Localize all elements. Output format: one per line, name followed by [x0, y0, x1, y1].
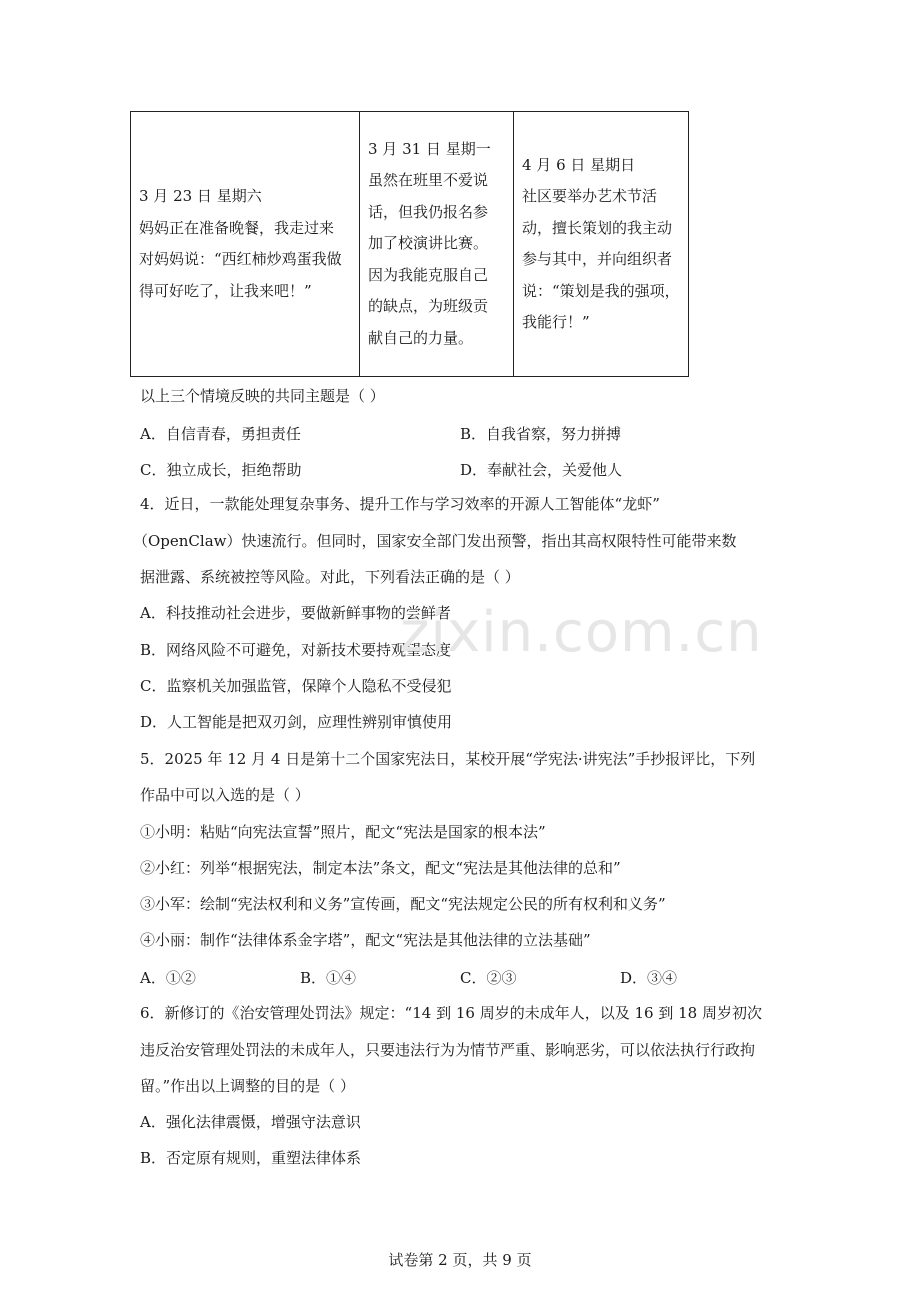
cell-line: 的缺点，为班级贡 — [368, 297, 489, 316]
q4-stem-line: 4．近日，一款能处理复杂事务、提升工作与学习效率的开源人工智能体“龙虾” — [140, 495, 660, 513]
q5-item-1: ①小明：粘贴“向宪法宣誓”照片，配文“宪法是国家的根本法” — [140, 823, 546, 841]
q4-stem-line: （OpenClaw）快速流行。但同时，国家安全部门发出预警，指出其高权限特性可能带来数 — [133, 532, 737, 550]
cell-line: 我能行！” — [522, 313, 590, 331]
cell-line: 3 月 31 日 星期一 — [368, 139, 491, 158]
cell-line: 3 月 23 日 星期六 — [139, 187, 262, 205]
q5-option-d[interactable]: D．③④ — [620, 969, 678, 987]
q5-stem-line: 作品中可以入选的是（ ） — [140, 786, 310, 804]
q3-options-row-1 — [140, 423, 790, 443]
scenario-table — [130, 111, 689, 377]
q5-option-a[interactable]: A．①② — [140, 969, 196, 987]
q5-item-2: ②小红：列举“根据宪法，制定本法”条文，配文“宪法是其他法律的总和” — [140, 859, 621, 877]
cell-line: 4 月 6 日 星期日 — [522, 155, 636, 174]
q6-stem-line: 违反治安管理处罚法的未成年人，只要违法行为为情节严重、影响恶劣，可以依法执行行政拘 — [140, 1041, 756, 1059]
q3-stem: 以上三个情境反映的共同主题是（ ） — [140, 387, 385, 405]
cell-line: 因为我能克服自己 — [368, 265, 489, 284]
cell-line: 妈妈正在准备晚餐，我走过来 — [139, 218, 335, 237]
q3-option-c[interactable]: C．独立成长，拒绝帮助 — [140, 461, 302, 479]
q5-item-4: ④小丽：制作“法律体系金字塔”，配文“宪法是其他法律的立法基础” — [140, 931, 591, 949]
q6-option-a[interactable]: A．强化法律震慑，增强守法意识 — [140, 1113, 361, 1131]
q4-option-d[interactable]: D．人工智能是把双刃剑，应理性辨别审慎使用 — [140, 713, 453, 731]
q5-item-3: ③小军：绘制“宪法权利和义务”宣传画，配文“宪法规定公民的所有权利和义务” — [140, 895, 666, 913]
q3-options-row-2 — [140, 459, 790, 479]
scenario-cell-3 — [514, 112, 688, 376]
q4-option-b[interactable]: B．网络风险不可避免，对新技术要持观望态度 — [140, 641, 452, 659]
q4-option-a[interactable]: A．科技推动社会进步，要做新鲜事物的尝鲜者 — [140, 604, 451, 622]
cell-line: 社区要举办艺术节活 — [522, 187, 658, 205]
q3-option-d[interactable]: D．奉献社会，关爱他人 — [460, 461, 623, 479]
cell-line: 得可好吃了，让我来吧！” — [139, 281, 312, 300]
q6-stem-line: 留。”作出以上调整的目的是（ ） — [140, 1077, 355, 1095]
cell-line: 对妈妈说：“西红柿炒鸡蛋我做 — [139, 250, 342, 268]
q5-option-c[interactable]: C．②③ — [460, 969, 517, 987]
q4-stem-line: 据泄露、系统被控等风险。对此，下列看法正确的是（ ） — [140, 568, 520, 586]
page-footer: 试卷第 2 页，共 9 页 — [388, 1251, 532, 1269]
q6-stem-line: 6．新修订的《治安管理处罚法》规定：“14 到 16 周岁的未成年人，以及 16 到 18 周岁初次 — [140, 1004, 762, 1022]
watermark: zixin.com.cn — [400, 600, 763, 665]
cell-line: 虽然在班里不爱说 — [368, 171, 489, 190]
cell-line: 说：“策划是我的强项， — [522, 281, 680, 300]
scenario-cell-2 — [360, 112, 514, 376]
scenario-cell-1 — [131, 112, 360, 376]
q5-stem-line: 5．2025 年 12 月 4 日是第十二个国家宪法日，某校开展“学宪法·讲宪法”手抄报评比，下列 — [140, 750, 756, 768]
q5-options-row — [140, 967, 790, 987]
q3-option-a[interactable]: A．自信青春，勇担责任 — [140, 425, 301, 443]
q3-option-b[interactable]: B．自我省察，努力拼搏 — [460, 425, 622, 443]
q4-option-c[interactable]: C．监察机关加强监管，保障个人隐私不受侵犯 — [140, 677, 452, 695]
cell-line: 献自己的力量。 — [368, 328, 474, 347]
cell-line: 话，但我仍报名参 — [368, 202, 489, 221]
cell-line: 参与其中，并向组织者 — [522, 250, 673, 268]
q5-option-b[interactable]: B．①④ — [300, 969, 357, 987]
cell-line: 动，擅长策划的我主动 — [522, 218, 673, 237]
cell-line: 加了校演讲比赛。 — [368, 234, 489, 253]
q6-option-b[interactable]: B．否定原有规则，重塑法律体系 — [140, 1149, 362, 1167]
